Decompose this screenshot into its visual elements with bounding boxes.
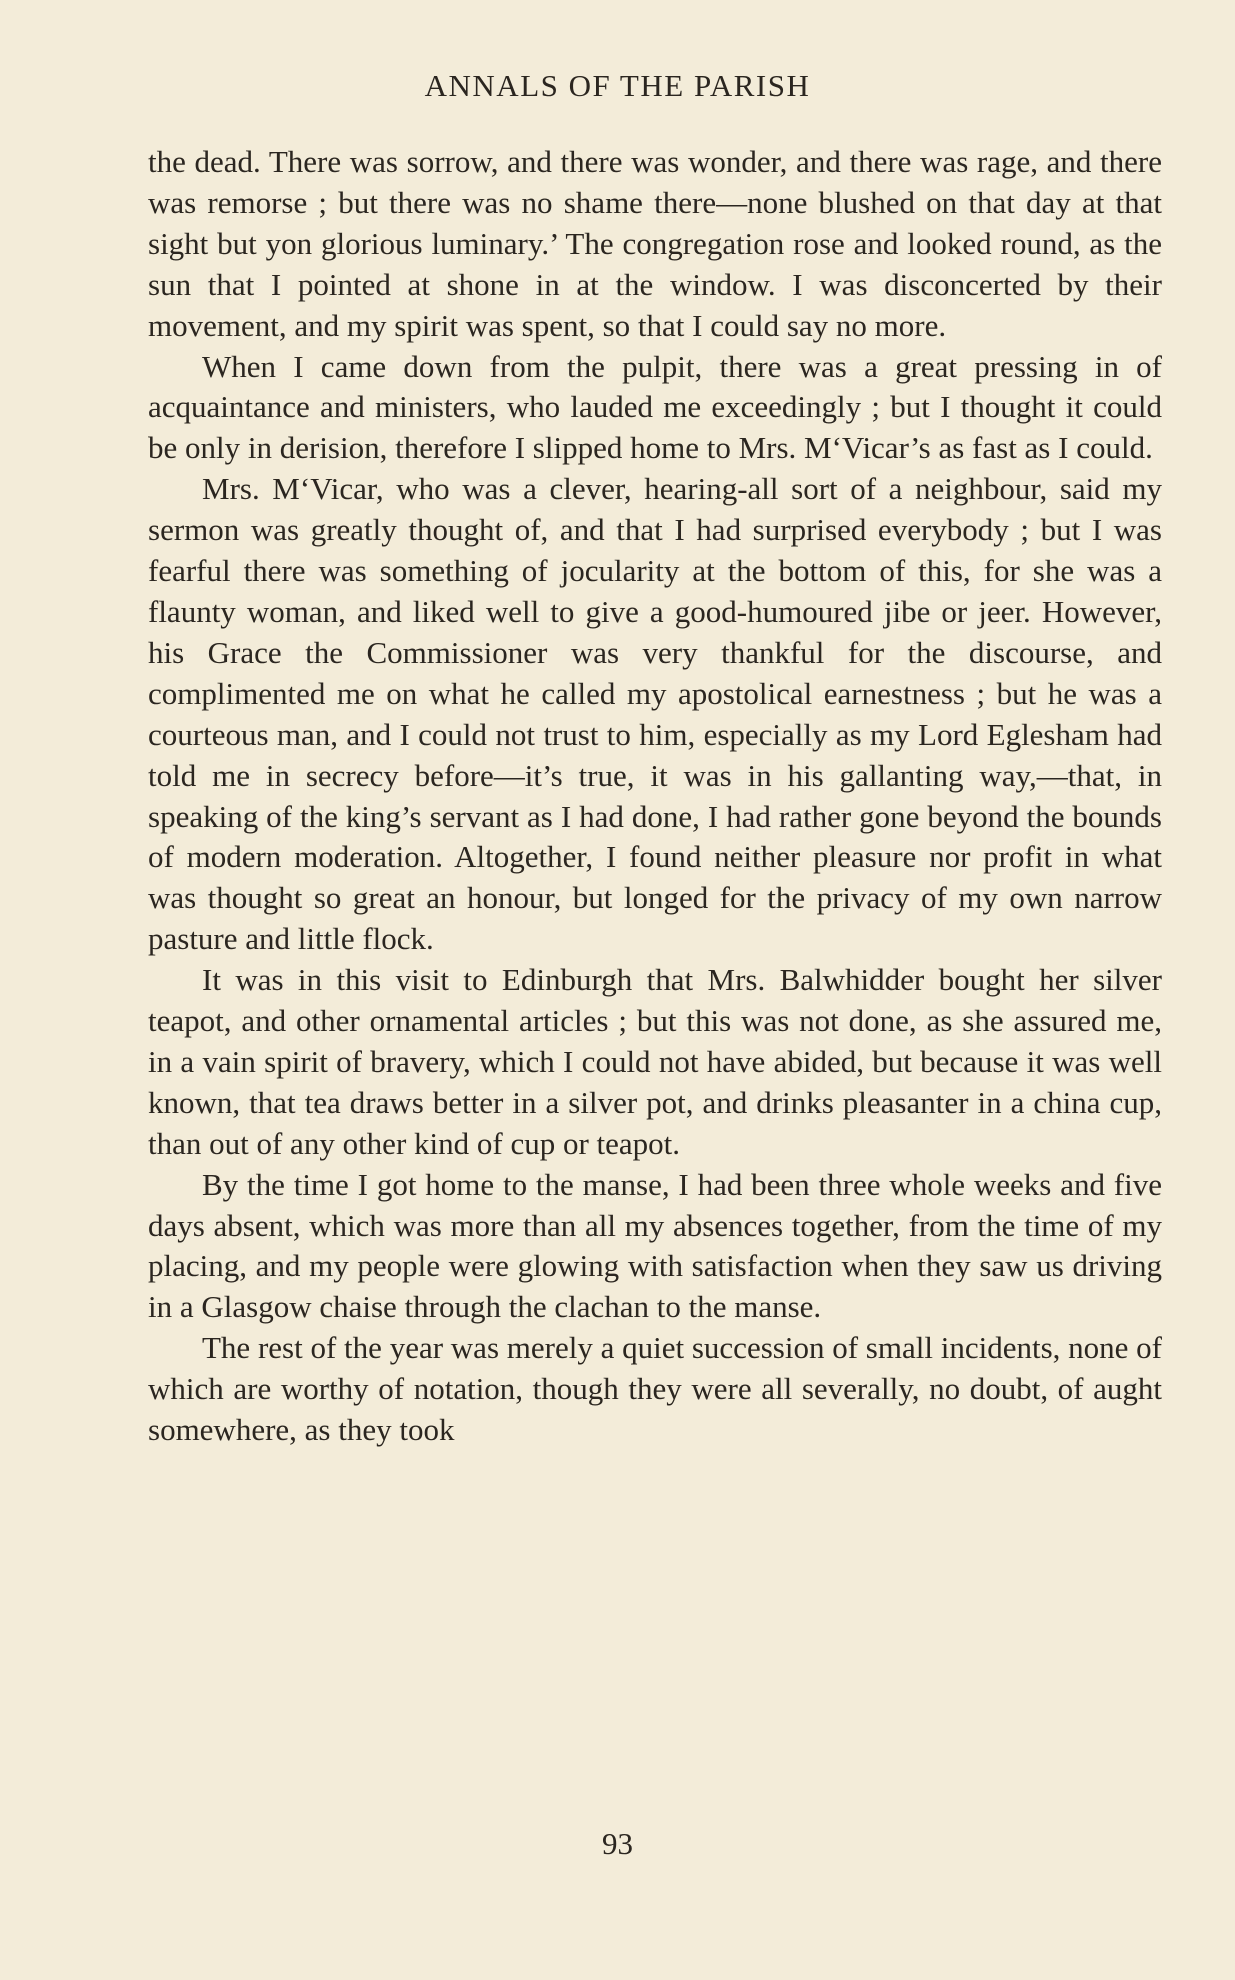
body-text bbox=[148, 142, 1162, 1451]
paragraph: It was in this visit to Edinburgh that Mrs. Balwhidder bought her silver teapot, and other ornamental articles ; but this was not done, as she assured me, in a vain spirit of bravery, which I could not have abided, but because it was well known, that tea draws better in a silver pot, and drinks pleasanter in a china cup, than out of any other kind of cup or teapot. bbox=[148, 962, 1162, 1161]
page-number: 93 bbox=[602, 1826, 633, 1861]
running-title: ANNALS OF THE PARISH bbox=[424, 68, 811, 103]
paragraph: The rest of the year was merely a quiet succession of small incidents, none of which are worthy of notation, though they were all severally, no doubt, of aught somewhere, as they took bbox=[148, 1330, 1162, 1448]
paragraph: Mrs. M‘Vicar, who was a clever, hearing-all sort of a neighbour, said my sermon was greatly thought of, and that I had surprised everybody ; but I was fearful there was something of jocularity at the bottom of this, for she was a flaunty woman, and liked well to give a good-humoured jibe or jeer. However, his Grace the Commissioner was very thankful for the discourse, and complimented me on what he called my apostolical earnestness ; but he was a courteous man, and I could not trust to him, especially as my Lord Eglesham had told me in secrecy before—it’s true, it was in his gallanting way,—that, in speaking of the king’s servant as I had done, I had rather gone beyond the bounds of modern moderation. Altogether, I found neither pleasure nor profit in what was thought so great an honour, but longed for the privacy of my own narrow pasture and little flock. bbox=[148, 471, 1162, 957]
paragraph: When I came down from the pulpit, there was a great pressing in of acquaintance and ministers, who lauded me exceedingly ; but I thought it could be only in derision, therefore I slipped home to Mrs. M‘Vicar’s as fast as I could. bbox=[148, 348, 1162, 466]
paragraph: By the time I got home to the manse, I had been three whole weeks and five days absent, which was more than all my absences together, from the time of my placing, and my people were glowing with satisfaction when they saw us driving in a Glasgow chaise through the clachan to the manse. bbox=[148, 1166, 1162, 1325]
paragraph: the dead. There was sorrow, and there was wonder, and there was rage, and there was remorse ; but there was no shame there—none blushed on that day at that sight but yon glorious luminary.’ The congregation rose and looked round, as the sun that I pointed at shone in at the window. I was disconcerted by their movement, and my spirit was spent, so that I could say no more. bbox=[148, 144, 1162, 343]
